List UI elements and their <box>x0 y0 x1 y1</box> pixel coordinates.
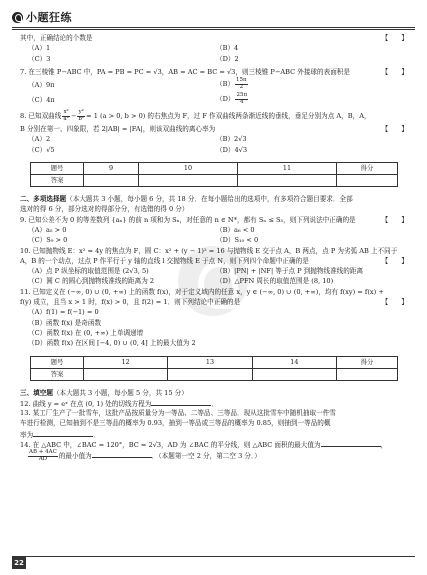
q8-options-row1 <box>20 135 408 145</box>
table-cell: 10 <box>139 163 238 175</box>
q8-options-row2 <box>20 146 408 156</box>
answer-cell[interactable] <box>168 368 252 380</box>
q11-option-c: （C）函数 f(x) 在 (0, +∞) 上单调递增 <box>28 328 144 337</box>
q7-option-d: （D） $\frac{25\pi}{4}$ <box>216 92 248 105</box>
table-row <box>31 356 398 368</box>
answer-table-1 <box>30 162 398 187</box>
q11-option-b: （B）函数 f(x) 是奇函数 <box>28 318 102 327</box>
q6-options-row2 <box>20 55 408 65</box>
q7-options-row1 <box>20 78 408 93</box>
section3-heading: 三、填空题（本大题共 3 小题，每小题 5 分，共 15 分） <box>20 388 188 397</box>
brand-title: 小题狂练 <box>26 11 72 24</box>
q6-option-d: （D）2 <box>216 54 239 63</box>
q12-answer-blank[interactable] <box>151 399 211 406</box>
q6-option-a: （A）1 <box>28 44 51 53</box>
table-cell: 11 <box>238 163 337 175</box>
table-cell: 题号 <box>31 163 84 175</box>
q11-option-b-row <box>20 319 408 329</box>
q9-options-row1 <box>20 226 408 236</box>
q9-option-b: （B）a₆ < 0 <box>216 225 255 234</box>
q14-line2: $\frac{AB + 4AC}{AD}$ 的最小值为 ．（本题第一空 2 分，第二空 3 分．） <box>29 449 261 462</box>
answer-bracket: 【 】 <box>381 298 408 307</box>
q9-stem: 9. 已知公差不为 0 的等差数列 {aₙ} 的前 n 项和为 Sₙ，对任意的 n ∈ N*，都有 Sₙ ≤ S₅，则下列说法中正确的是 【 】 <box>20 215 408 224</box>
section2-heading: 二、多项选择题（本大题共 3 小题，每小题 6 分，共 18 分．在每小题给出的选项中，有多项符合题目要求．全部 <box>20 195 353 204</box>
answer-bracket: 【 】 <box>381 256 408 265</box>
q6-option-b: （B）4 <box>216 44 239 53</box>
q14-answer-blank-1[interactable] <box>321 440 381 447</box>
answer-cell[interactable] <box>84 175 139 187</box>
q9-options-row2 <box>20 236 408 246</box>
footer-rule <box>12 556 415 557</box>
table-cell: 答案 <box>31 175 84 187</box>
q8-option-a: （A）2 <box>28 135 51 144</box>
table-cell: 得分 <box>337 163 398 175</box>
q10-option-b: （B）|PN| + |NF| 等于点 P 到抛物线准线的距离 <box>216 267 364 276</box>
q6-options-row1 <box>20 44 408 54</box>
page-number: 22 <box>12 557 26 569</box>
answer-bracket: 【 】 <box>381 125 408 134</box>
q11-option-a: （A）f(1) = f(−1) = 0 <box>28 308 99 317</box>
table-cell: 得分 <box>337 356 398 368</box>
q7-option-c: （C）4π <box>28 96 55 105</box>
q8-stem-line2: B 分别在第一、四象限，若 2|AB| = |FA|，则该双曲线的离心率为 【 】 <box>20 125 408 134</box>
q9-option-d: （D）S₁₀ < 0 <box>216 236 259 245</box>
q11-option-d-row <box>20 339 408 349</box>
q11-stem-line2: f(y) 成立，且当 x > 1 时，f(x) > 0，且 f(2) = 1．则下列结论中正确的是 【 】 <box>20 298 408 307</box>
q8-option-c: （C）√5 <box>28 145 55 154</box>
table-cell: 12 <box>84 356 168 368</box>
q12-stem: 12. 曲线 y = eˣ 在点 (0, 1) 处的切线方程为 ． <box>20 399 218 408</box>
table-cell: 题号 <box>31 356 84 368</box>
logo-icon <box>12 12 23 23</box>
q13-line1: 13. 某工厂生产了一批雪车，这批产品按质量分为一等品、二等品、三等品．现从这批雪车中随机抽取一件雪 <box>20 409 336 418</box>
q10-stem-line2: A，B 的一个动点，过点 P 作平行于 y 轴的直线 l 交抛物线 E 于点 N，则下列四个命题中正确的是 【 】 <box>20 256 408 265</box>
score-cell[interactable] <box>337 368 398 380</box>
table-cell: 答案 <box>31 368 84 380</box>
q9-option-a: （A）a₅ > 0 <box>28 225 67 234</box>
page-content <box>20 34 408 465</box>
page-header <box>12 6 415 32</box>
q7-option-b: （B） $\frac{15\pi}{2}$ <box>216 77 247 90</box>
header-rule <box>12 27 415 28</box>
q6-option-c: （C）3 <box>28 54 51 63</box>
q11-option-d: （D）函数 f(x) 在区间 [−4, 0) ∪ (0, 4] 上的最大值为 2 <box>28 339 196 348</box>
answer-cell[interactable] <box>139 175 238 187</box>
answer-bracket: 【 】 <box>381 215 408 224</box>
q7-stem: 7. 在三棱锥 P−ABC 中，PA = PB = PC = √3，AB = AC = BC = √3，则三棱锥 P−ABC 外接球的表面积是 【 】 <box>20 67 408 76</box>
answer-bracket: 【 】 <box>381 34 408 42</box>
q11-option-c-row <box>20 329 408 339</box>
answer-cell[interactable] <box>238 175 337 187</box>
answer-cell[interactable] <box>84 368 168 380</box>
q14-answer-blank-2[interactable] <box>92 451 152 458</box>
table-row <box>31 368 398 380</box>
header-rule-thin <box>12 29 415 30</box>
table-cell: 13 <box>168 356 252 368</box>
q10-option-a: （A）点 P 纵坐标的取值范围是 (2√3, 5) <box>28 267 149 276</box>
table-row <box>31 163 398 175</box>
q8-option-b: （B）2√3 <box>216 135 247 144</box>
answer-table-2 <box>30 356 398 381</box>
answer-cell[interactable] <box>252 368 336 380</box>
q7-option-a: （A）9π <box>28 81 55 90</box>
q10-options-row2 <box>20 277 408 287</box>
answer-bracket: 【 】 <box>381 67 408 76</box>
q11-option-a-row <box>20 308 408 318</box>
table-cell: 14 <box>252 356 336 368</box>
q9-option-c: （C）S₉ > 0 <box>28 236 68 245</box>
q7-options-row2 <box>20 93 408 108</box>
q13-line3: 率为 ． <box>20 430 100 439</box>
q11-stem: 11. 已知定义在 (−∞, 0) ∪ (0, +∞) 上的函数 f(x)，对于定义域内的任意 x，y ∈ (−∞, 0) ∪ (0, +∞)，均有 f(xy) = f(x) + <box>20 287 384 296</box>
q10-option-d: （D）△PFN 周长的取值范围是 (8, 10) <box>216 277 334 286</box>
q6-stem: 其中，正确结论的个数是 【 】 <box>20 34 408 42</box>
q14-line1: 14. 在 △ABC 中，∠BAC = 120°，BC = 2√3，AD 为 ∠BAC 的平分线，则 △ABC 面积的最大值为 ， <box>20 441 388 450</box>
q10-options-row1 <box>20 267 408 277</box>
table-row <box>31 175 398 187</box>
q8-stem: 8. 已知双曲线 $\frac{\text{x²}}{\text{a²}}$ − $\frac{\text{y²}}{\text{b²}}$ = 1 (a > 0, b > 0) 的右焦点为 F，过 F 作双曲线两条渐近线的垂线，垂足分别为点 A，B，A， <box>20 109 371 122</box>
section2-note: 选对的得 6 分，部分选对的得部分分，有选错的得 0 分） <box>20 205 189 214</box>
table-cell: 9 <box>84 163 139 175</box>
q10-stem: 10. 已知抛物线 E：x² = 4y 的焦点为 F，圆 C：x² + (y − 1)² = 16 与抛物线 E 交于点 A，B 两点，点 P 为劣弧 AB 上不同于 <box>20 246 398 255</box>
score-cell[interactable] <box>337 175 398 187</box>
q10-option-c: （C）圆 C 的圆心到抛物线准线的距离为 2 <box>28 277 155 286</box>
q13-answer-blank[interactable] <box>33 430 93 437</box>
q8-option-d: （D）4√3 <box>216 145 248 154</box>
q13-line2: 车进行检测，已知抽到不是三等品的概率为 0.93，抽到一等品或三等品的概率为 0.85，则抽到一等品的概 <box>20 419 331 428</box>
